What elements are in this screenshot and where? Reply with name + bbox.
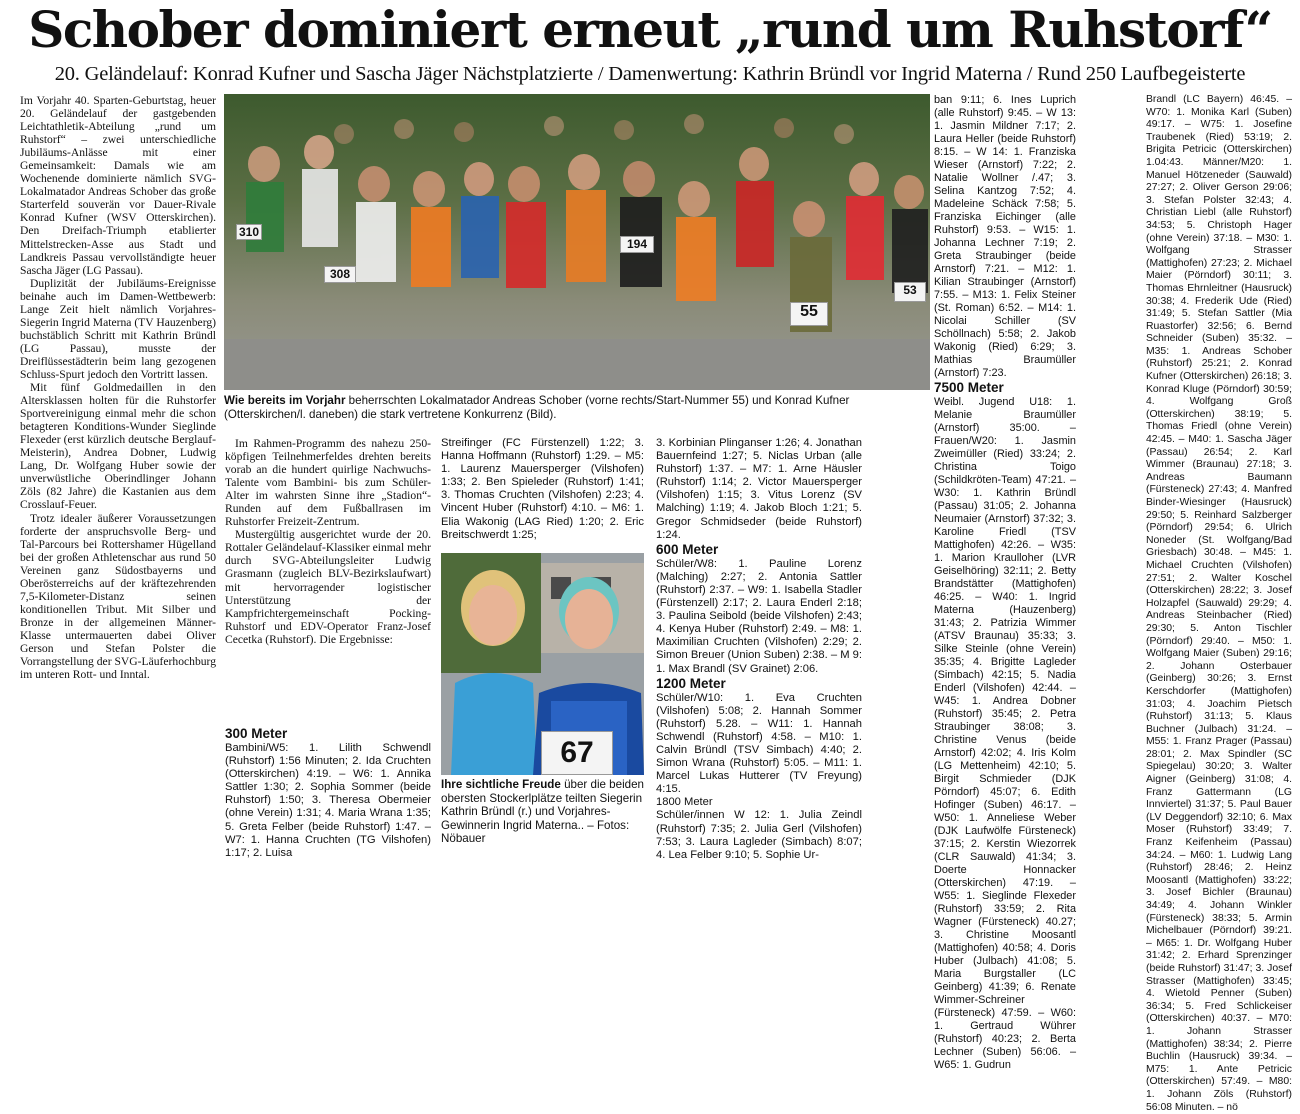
results-text: 3. Korbinian Plinganser 1:26; 4. Jonathan Bauernfeind 1:27; 5. Niclas Urban (alle Ruhstorf) 1:37. – M7: 1. Arne Häusler (Ruhstorf) 1:14; 2. Victor Mauersperger (Vilshofen) 1:15; 3. Vitus Lorenz (SV Malching) 1:19; 4. Jakob Bloch 1:21; 5. Gregor Schmidseder (beide Ruhstorf) 1:24. <box>656 437 862 541</box>
subheadline: 20. Geländelauf: Konrad Kufner und Sascha Jäger Nächstplatzierte / Damenwertung: Kathrin Bründl vor Ingrid Materna / Rund 250 Laufbegeisterte <box>54 63 1246 85</box>
headline: Schober dominiert erneut „rund um Ruhstorf“ <box>28 0 1272 59</box>
results-text: Schüler/W8: 1. Pauline Lorenz (Malching) 2:27; 2. Antonia Sattler (Ruhstorf) 2:37. – W9: 1. Isabella Stadler (Fürstenzell) 2:17; 2. Laura Enderl 2:18; 3. Paulina Seibold (beide Vilshofen) 2:43; 4. Kenya Huber (Ruhstorf) 2:49. – M8: 1. Maximilian Cruchten (Vilshofen) 2:29; 2. Simon Breuer (Union Suben) 2:38. – M 9: 1. Max Brandl (SV Grainet) 2:06. <box>656 557 862 675</box>
results-column-6 <box>1146 94 1292 1113</box>
article-column-2 <box>225 437 431 727</box>
article-paragraph: Duplizität der Jubiläums-Ereignisse beinahe auch im Damen-Wettbewerb: Lange Zeit hielt nämlich Vorjahres-Siegerin Ingrid Materna (TV Hauzenberg) buchstäblich Schritt mit Kathrin Bründl (LG Passau), musste der Dreiflüssestädterin beim lang gezogenen Schluss-Spurt jedoch den Vortritt lassen. <box>20 276 216 381</box>
caption-lead: Wie bereits im Vorjahr <box>224 394 346 407</box>
runners-start-photo <box>224 94 930 390</box>
article-paragraph: Mit fünf Goldmedaillen in den Altersklassen holten für die Ruhstorfer Sportvereinigung einmal mehr die schon betagteren Konditions-Wunder Sieglinde Flexeder (erst kürzlich deutsche Berglauf-Meisterin), Andrea Dobner, Ludwig Lang, Dr. Wolfgang Huber sowie der unverwüstliche Oberindlinger Johann Zöls (82 Jahre) die Kastanien aus dem Crosslauf-Feuer. <box>20 381 216 512</box>
race-bib: 194 <box>620 236 654 253</box>
section-heading-1200m: 1200 Meter <box>656 675 726 691</box>
section-heading-300m: 300 Meter <box>225 726 288 741</box>
article-paragraph: Im Vorjahr 40. Sparten-Geburtstag, heuer 20. Geländelauf der gastgebenden Leichtathletik-Abteilung „rund um Ruhstorf“ – zwei unterschiedliche Jubiläums-Anlässe mit einer Gemeinsamkeit: Damals wie am Wochenende dominierte nämlich SVG-Lokalmatador Andreas Schober das große Starterfeld souverän vor Dauer-Rivale Konrad Kufner (WSV Otterskirchen). Den Dreifach-Triumph etablierter Mittelstrecken-Asse aus Stadt und Landkreis Passau vervollständigte heuer Sascha Jäger (LG Passau). <box>20 94 216 277</box>
caption-text: über die beiden obersten Stockerlplätze teilten Siegerin Kathrin Bründl (r.) und Vorjahres-Gewinnerin Ingrid Materna.. – Fotos: Nöbauer <box>441 778 644 846</box>
results-text: Brandl (LC Bayern) 46:45. – W70: 1. Monika Karl (Suben) 49:17. – W75: 1. Josefine Traubenek (Ried) 53:19; 2. Brigita Petricic (Otterskirchen) 1.04:43. Männer/M20: 1. Manuel Hötzeneder (Sauwald) 27:27; 2. Oliver Gerson 29:06; 3. Stefan Polster 32:43; 4. Christian Liebl (alle Ruhstorf) 34:53; 5. Christoph Hager (ohne Verein) 37:18. – M30: 1. Wolfgang Strasser (Mattighofen) 27:23; 2. Michael Maier (Pörndorf) 30:11; 3. Thomas Ehrnleitner (Hausruck) 30:38; 4. Frederik Ude (Ried) 31:49; 5. Stefan Sattler (Mia Ruastorfer) 32:56; 6. Bernd Schneider (Suben) 35:32. – M35: 1. Andreas Schober (Ruhstorf) 25:21; 2. Konrad Kufner (Otterskirchen) 26:18; 3. Konrad Kluge (Pörndorf) 30:59; 4. Wolfgang Groß (Otterskirchen) 38:19; 5. Thomas Friedl (ohne Verein) 42:45. – M40: 1. Sascha Jäger (Passau) 26:54; 2. Karl Wimmer (Braunau) 27:18; 3. Andreas Baumann (Fürsteneck) 27:43; 4. Manfred Binder-Wiesinger (Hausruck) 29:50; 5. Reinhard Salzberger (Pörndorf) 29:54; 6. Ulrich Noneder (St. Wolfgang/Bad Griesbach) 30:48. – M45: 1. Michael Cruchten (Vilshofen) 27:51; 2. Walter Koschel (Otterskirchen) 28:22; 3. Josef Holzapfel (Sauwald) 29:29; 4. Andreas Steinbacher (Ried) 29:30; 5. Anton Tischler (Pörndorf) 29:40. – M50: 1. Wolfgang Maier (Suben) 29:16; 2. Johann Osterbauer (Geinberg) 30:26; 3. Ernst Kerschdorfer (Mattighofen) 31:03; 4. Joachim Pietsch (Ruhstorf) 31:13; 5. Klaus Buchner (Julbach) 31:24. – M55: 1. Franz Prager (Passau) 28:01; 2. Max Spindler (SC Spiegelau) 30:20; 3. Walter Aigner (Geinberg) 31:08; 4. Franz Gattermann (LG Innviertel) 31:37; 5. Paul Bauer (LV Deggendorf) 32:10; 6. Max Moser (Ruhstorf) 33:49; 7. Franz Keifenheim (Passau) 34:24. – M60: 1. Ludwig Lang (Ruhstorf) 28:46; 2. Heinz Moosantl (Mattighofen) 33:22; 3. Josef Bichler (Braunau) 34:49; 4. Johann Winkler (Fürsteneck) 38:33; 5. Armin Michelbauer (Pörndorf) 39:21. – M65: 1. Dr. Wolfgang Huber 31:42; 2. Erhard Sprenzinger (beide Ruhstorf) 31:47; 3. Josef Strasser (Mattighofen) 33:45; 4. Wietold Penner (Suben) 36:34; 5. Fred Schlickeiser (Otterskirchen) 40:37. – M70: 1. Johann Strasser (Mattighofen) 38:34; 2. Pierre Buchlin (Hausruck) 39:34. – M75: 1. Ante Petricic (Otterskirchen) 57:49. – M80: 1. Johann Zöls (Ruhstorf) 56:08 Minuten. – nö <box>1146 94 1292 1113</box>
race-bib: 308 <box>324 266 356 283</box>
results-column-2 <box>225 726 431 859</box>
article-column-1 <box>20 94 216 854</box>
race-bib: 55 <box>790 302 828 326</box>
main-photo <box>224 94 930 390</box>
results-column-3 <box>441 437 644 543</box>
caption-lead: Ihre sichtliche Freude <box>441 778 561 791</box>
article-paragraph: Trotz idealer äußerer Voraussetzungen forderte der anspruchsvolle Berg- und Tal-Parcours bei Rottershamer Hügelland bei der großen Athletenschar aus rund 50 Vereinen ganz Südostbayerns und Oberösterreichs auf der kräftezehrenden 7,5-Kilometer-Distanz seinen konditionellen Tribut. Mit Silber und Bronze in der allgemeinen Männer-Klasse untermauerten dabei Oliver Gerson und Stefan Polster die Vorrangstellung der SVG-Läuferhochburg im unteren Rott- und Inntal. <box>20 511 216 682</box>
results-column-4 <box>656 437 862 861</box>
results-text: Bambini/W5: 1. Lilith Schwendl (Ruhstorf) 1:56 Minuten; 2. Ida Cruchten (Otterskirchen) 4:19. – W6: 1. Annika Sattler 1:30; 2. Sophia Sommer (beide Ruhstorf) 1:50; 3. Theresa Obermeier (ohne Verein) 1:31; 4. Maria Wrana 1:35; 5. Greta Felber (beide Ruhstorf) 1:47. – W7: 1. Hanna Cruchten (TG Vilshofen) 1:17; 2. Luisa <box>225 742 431 859</box>
winners-photo-caption <box>441 778 644 854</box>
race-bib: 310 <box>236 224 262 240</box>
results-text: Weibl. Jugend U18: 1. Melanie Braumüller (Arnstorf) 35:00. – Frauen/W20: 1. Jasmin Zweimüller (Ried) 33:24; 2. Christina Toigo (Schildkröten-Team) 47:21. – W30: 1. Kathrin Bründl (Passau) 31:05; 2. Johanna Neumaier (Arnstorf) 37:32; 3. Karoline Friedl (TSV Mattighofen) 42:26. – W35: 1. Marion Kraulloher (LVR Geiselhöring) 32:11; 2. Betty Brandstätter (Mattighofen) 46:25. – W40: 1. Ingrid Materna (Hauzenberg) 31:43; 2. Patrizia Wimmer (ATSV Braunau) 35:33; 3. Silke Steinle (ohne Verein) 35:35; 4. Brigitte Lagleder (Simbach) 42:15; 5. Nadia Enderl (Vilshofen) 42:44. – W45: 1. Andrea Dobner (Ruhstorf) 35:45; 2. Petra Straubinger 38:08; 3. Christine Venus (beide Arnstorf) 42:02; 4. Iris Kolm (LG Mettenheim) 42:10; 5. Birgit Schmieder (DJK Pörndorf) 45:07; 6. Edith Hofinger (Suben) 46:17. – W50: 1. Anneliese Weber (DJK Laufwölfe Fürsteneck) 37:15; 2. Kerstin Wiezorrek (CLR Sauwald) 41:34; 3. Doerte Honnacker (Otterskirchen) 47:19. – W55: 1. Sieglinde Flexeder (Ruhstorf) 33:59; 2. Rita Wagner (Fürsteneck) 40.27; 3. Christine Moosantl (Mattighofen) 40:58; 4. Doris Huber (Julbach) 41:08; 5. Maria Burgstaller (LC Geinberg) 41:39; 6. Renate Wimmer-Schreiner (Fürsteneck) 47:59. – W60: 1. Gertraud Wührer (Ruhstorf) 40:23; 2. Berta Lechner (Suben) 56:06. – W65: 1. Gudrun <box>934 396 1076 1071</box>
results-text: ban 9:11; 6. Ines Luprich (alle Ruhstorf) 9:45. – W 13: 1. Jasmin Mildner 7:17; 2. Laura Heller (beide Ruhstorf) 8:15. – W 14: 1. Franziska Wieser (Arnstorf) 7:22; 2. Natalie Wollner /.47; 3. Selina Kantzog 7:52; 4. Madeleine Schäck 7:58; 5. Franziska Eichinger (alle Ruhstorf) 9:53. – W15: 1. Johanna Lechner 7:19; 2. Greta Straubinger (beide Arnstorf) 7:21. – M12: 1. Kilian Straubinger (Arnstorf) 7:55. – M13: 1. Felix Steiner (St. Roman) 6:52. – M14: 1. Nicolai Schiller (SV Schöllnach) 5:58; 2. Jakob Wakonig (Ried) 6:29; 3. Mathias Braumüller (Arnstorf) 7:23. <box>934 94 1076 379</box>
results-subheading: 1800 Meter <box>656 796 713 809</box>
race-bib: 53 <box>894 282 926 302</box>
results-text: Schüler/W10: 1. Eva Cruchten (Vilshofen) 5:08; 2. Hannah Sommer (Ruhstorf) 5.28. – W11: 1. Hannah Schwendl (Ruhstorf) 4:58. – M10: 1. Calvin Bründl (TSV Simbach) 4:40; 2. Simon Wrana (Ruhstorf) 5:05. – M11: 1. Marcel Lukas Hutterer (TV Freyung) 4:15. <box>656 691 862 796</box>
results-column-5 <box>934 94 1076 1071</box>
results-text: Schüler/innen W 12: 1. Julia Zeindl (Ruhstorf) 7:35; 2. Julia Gerl (Vilshofen) 7:53; 3. Laura Lagleder (Simbach) 8:07; 4. Lea Felber 9:10; 5. Sophie Ur- <box>656 809 862 861</box>
winners-photo <box>441 553 644 775</box>
article-paragraph: Mustergültig ausgerichtet wurde der 20. Rottaler Geländelauf-Klassiker einmal mehr durch SVG-Abteilungsleiter Ludwig Grasmann (zugleich BLV-Bezirkslaufwart) mit hervorragender logistischer Unterstützung der Kampfrichtergemeinschaft Pocking-Ruhstorf und EDV-Operator Franz-Josef Cecetka (Ruhstorf). Die Ergebnisse: <box>225 528 431 646</box>
main-photo-caption <box>224 394 930 424</box>
section-heading-7500m: 7500 Meter <box>934 380 1004 395</box>
race-bib: 67 <box>541 731 613 775</box>
article-paragraph: Im Rahmen-Programm des nahezu 250-köpfigen Teilnehmerfeldes drehten bereits vorab an die hundert quirlige Nachwuchs-Talente vom Bambini- bis zum Schüler-Alter im wahrsten Sinne ihre „Stadion“-Runden auf dem Fußballrasen im Ruhstorfer Freizeit-Zentrum. <box>225 437 431 529</box>
caption-text: beherrschten Lokalmatador Andreas Schober (vorne rechts/Start-Nummer 55) und Konrad Kufner (Otterskirchen/l. daneben) die stark vertretene Konkurrenz (Bild). <box>224 394 850 421</box>
results-text: Streifinger (FC Fürstenzell) 1:22; 3. Hanna Hoffmann (Ruhstorf) 1:29. – M5: 1. Laurenz Mauersperger (Vilshofen) 1:33; 2. Ben Spieleder (Ruhstorf) 1:41; 3. Thomas Cruchten (Vilshofen) 2:23; 4. Vincent Huber (Ruhstorf) 4:10. – M6: 1. Elia Wakonig (LAG Ried) 1:20; 2. Eric Breitschwerdt 1:25; <box>441 437 644 541</box>
section-heading-600m: 600 Meter <box>656 541 719 557</box>
